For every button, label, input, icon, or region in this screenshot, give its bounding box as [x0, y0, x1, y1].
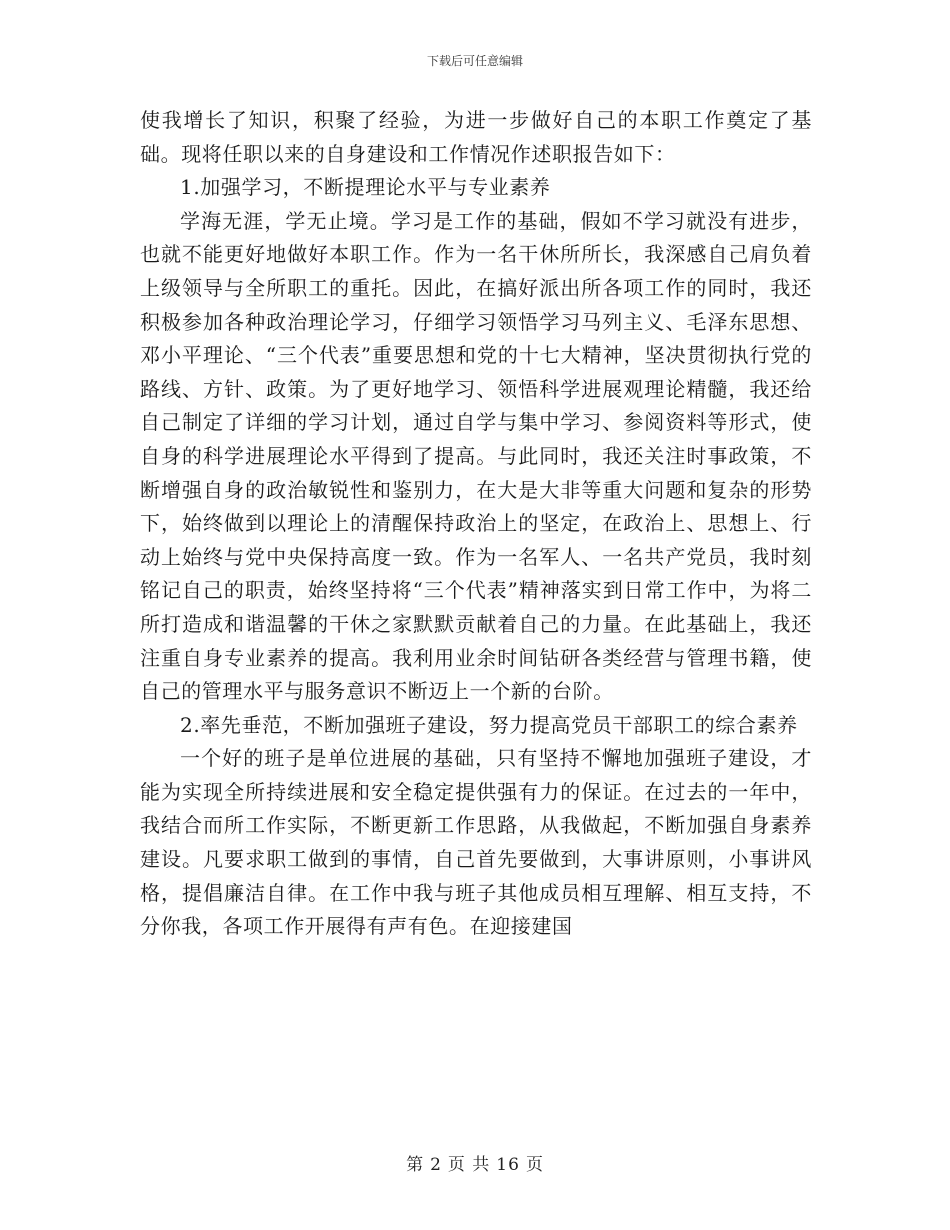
footer-current-page: 2	[430, 1155, 442, 1175]
paragraph-intro: 使我增长了知识，积聚了经验，为进一步做好自己的本职工作奠定了基础。现将任职以来的自身建设和工作情况作述职报告如下：	[140, 108, 812, 166]
section-heading-1: 1.加强学习，不断提理论水平与专业素养	[180, 175, 551, 200]
footer-middle: 页 共	[447, 1155, 491, 1175]
section-heading-2: 2.率先垂范，不断加强班子建设，努力提高党员干部职工的综合素养	[180, 712, 798, 737]
footer-suffix: 页	[525, 1155, 544, 1175]
footer-prefix: 第	[406, 1155, 425, 1175]
footer-total-pages: 16	[496, 1155, 520, 1175]
page-header-note: 下载后可任意编辑	[426, 54, 523, 68]
paragraph-study: 学海无涯，学无止境。学习是工作的基础，假如不学习就没有进步，也就不能更好地做好本职工作。作为一名干休所所长，我深感自己肩负着上级领导与全所职工的重托。因此，在搞好派出所各项工作的同时，我还积极参加各种政治理论学习，仔细学习领悟学习马列主义、毛泽东思想、邓小平理论、“三个代表”重要思想和党的十七大精神，坚决贯彻执行党的路线、方针、政策。为了更好地学习、领悟科学进展观理论精髓，我还给自己制定了详细的学习计划，通过自学与集中学习、参阅资料等形式，使自身的科学进展理论水平得到了提高。与此同时，我还关注时事政策，不断增强自身的政治敏锐性和鉴别力，在大是大非等重大问题和复杂的形势下，始终做到以理论上的清醒保持政治上的坚定，在政治上、思想上、行动上始终与党中央保持高度一致。作为一名军人、一名共产党员，我时刻铭记自己的职责，始终坚持将“三个代表”精神落实到日常工作中，为将二所打造成和谐温馨的干休之家默默贡献着自己的力量。在此基础上，我还注重自身专业素养的提高。我利用业余时间钻研各类经营与管理书籍，使自己的管理水平与服务意识不断迈上一个新的台阶。	[140, 208, 812, 704]
paragraph-team: 一个好的班子是单位进展的基础，只有坚持不懈地加强班子建设，才能为实现全所持续进展和安全稳定提供强有力的保证。在过去的一年中，我结合而所工作实际，不断更新工作思路，从我做起，不断加强自身素养建设。凡要求职工做到的事情，自己首先要做到，大事讲原则，小事讲风格，提倡廉洁自律。在工作中我与班子其他成员相互理解、相互支持，不分你我，各项工作开展得有声有色。在迎接建国	[140, 746, 812, 939]
page-footer	[0, 1155, 950, 1175]
document-body	[140, 104, 812, 944]
